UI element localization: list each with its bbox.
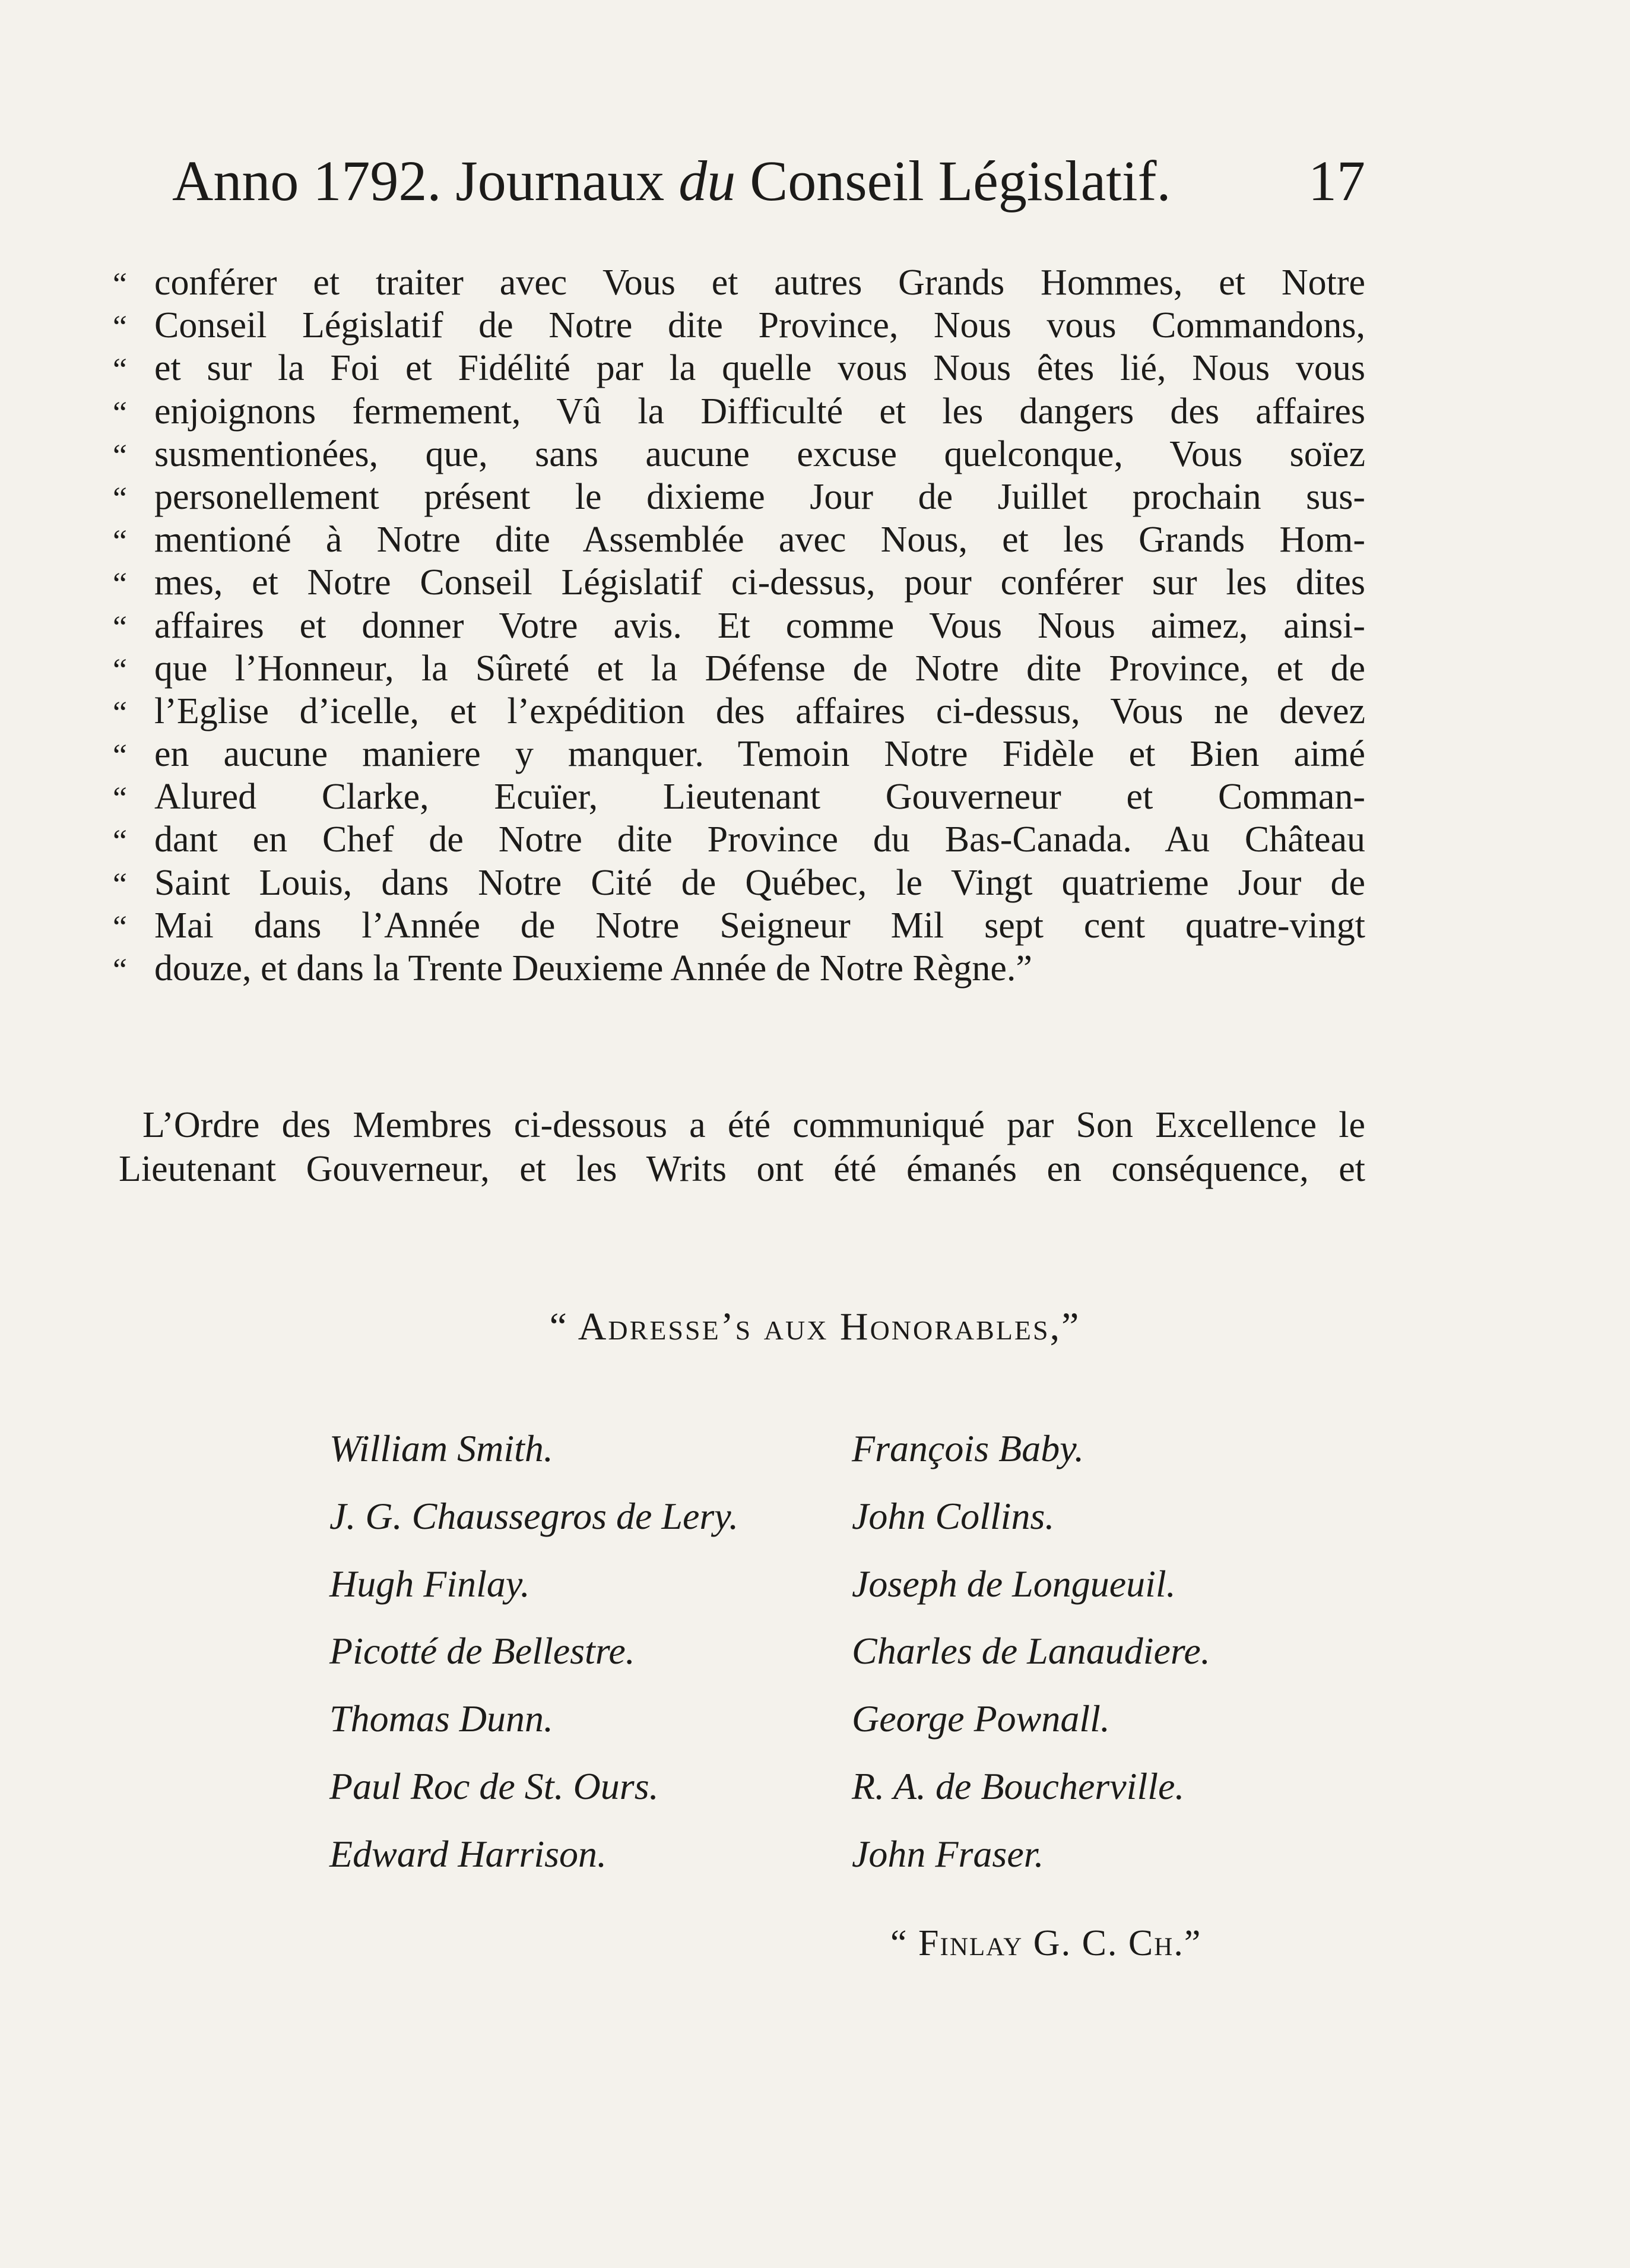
member-row: [329, 1419, 1339, 1487]
text-line: “ susmentionées, que, sans aucune excuse quelconque, Vous soïez: [113, 433, 1365, 474]
member-name: Hugh Finlay.: [329, 1562, 530, 1605]
running-header: [172, 142, 1365, 220]
paragraph-text: L’Ordre des Membres ci-dessous a été communiqué par Son Excellence le Lieutenant Gouverneur, et les Writs ont été émanés en conséquence, et: [119, 1105, 1365, 1189]
member-name: John Fraser.: [852, 1832, 1044, 1875]
text-line: “ Saint Louis, dans Notre Cité de Québec, le Vingt quatrieme Jour de: [113, 862, 1365, 903]
text-line: “ conférer et traiter avec Vous et autres Grands Hommes, et Notre: [113, 262, 1365, 303]
text-line: “ l’Eglise d’icelle, et l’expédition des affaires ci-dessus, Vous ne devez: [113, 690, 1365, 731]
member-row: [329, 1621, 1339, 1689]
text-line: “ personellement présent le dixieme Jour de Juillet prochain sus-: [113, 476, 1365, 517]
member-name: R. A. de Boucherville.: [852, 1765, 1185, 1807]
header-title: [172, 142, 1171, 220]
text-line: “ enjoignons fermement, Vû la Difficulté et les dangers des affaires: [113, 391, 1365, 432]
text-line: “ que l’Honneur, la Sûreté et la Défense de Notre dite Province, et de: [113, 648, 1365, 689]
text-line: “ mes, et Notre Conseil Législatif ci-dessus, pour conférer sur les dites: [113, 562, 1365, 603]
member-name: Thomas Dunn.: [329, 1697, 553, 1740]
text-line: “ Mai dans l’Année de Notre Seigneur Mil sept cent quatre-vingt: [113, 905, 1365, 946]
member-name: Joseph de Longueuil.: [852, 1562, 1176, 1605]
member-name: Charles de Lanaudiere.: [852, 1630, 1210, 1673]
page-number: 17: [1308, 149, 1365, 213]
member-name: George Pownall.: [852, 1697, 1110, 1740]
member-name: Picotté de Bellestre.: [329, 1630, 635, 1673]
member-name: John Collins.: [852, 1494, 1055, 1537]
order-paragraph: [119, 1103, 1365, 1191]
member-name: William Smith.: [329, 1427, 553, 1469]
text-line: “ Conseil Législatif de Notre dite Province, Nous vous Commandons,: [113, 305, 1365, 346]
text-line: “ dant en Chef de Notre dite Province du Bas-Canada. Au Château: [113, 819, 1365, 860]
member-name: J. G. Chaussegros de Lery.: [329, 1494, 739, 1537]
member-name: Edward Harrison.: [329, 1832, 607, 1875]
member-name: Paul Roc de St. Ours.: [329, 1765, 659, 1807]
text-line: “ et sur la Foi et Fidélité par la quelle vous Nous êtes lié, Nous vous: [113, 348, 1365, 389]
header-year: Anno 1792.: [172, 149, 442, 213]
proclamation-text: [113, 261, 1365, 990]
header-journal: Journaux du Conseil Législatif.: [455, 149, 1171, 213]
member-row: [329, 1487, 1339, 1554]
signature-line: “ Finlay G. C. Ch.”: [890, 1923, 1202, 1963]
text-line: “ en aucune maniere y manquer. Temoin Notre Fidèle et Bien aimé: [113, 734, 1365, 775]
members-list: [329, 1419, 1339, 1892]
text-line: “ mentioné à Notre dite Assemblée avec Nous, et les Grands Hom-: [113, 520, 1365, 560]
text-line: “ Alured Clarke, Ecuïer, Lieutenant Gouverneur et Comman-: [113, 777, 1365, 818]
member-row: [329, 1824, 1339, 1892]
text-line: “ affaires et donner Votre avis. Et comme Vous Nous aimez, ainsi-: [113, 605, 1365, 646]
member-row: [329, 1689, 1339, 1757]
member-row: [329, 1757, 1339, 1824]
member-name: François Baby.: [852, 1427, 1084, 1469]
text-line: “ douze, et dans la Trente Deuxieme Année de Notre Règne.”: [113, 948, 1032, 989]
address-heading: “ Adresse’s aux Honorables,”: [549, 1305, 1081, 1348]
member-row: [329, 1554, 1339, 1622]
